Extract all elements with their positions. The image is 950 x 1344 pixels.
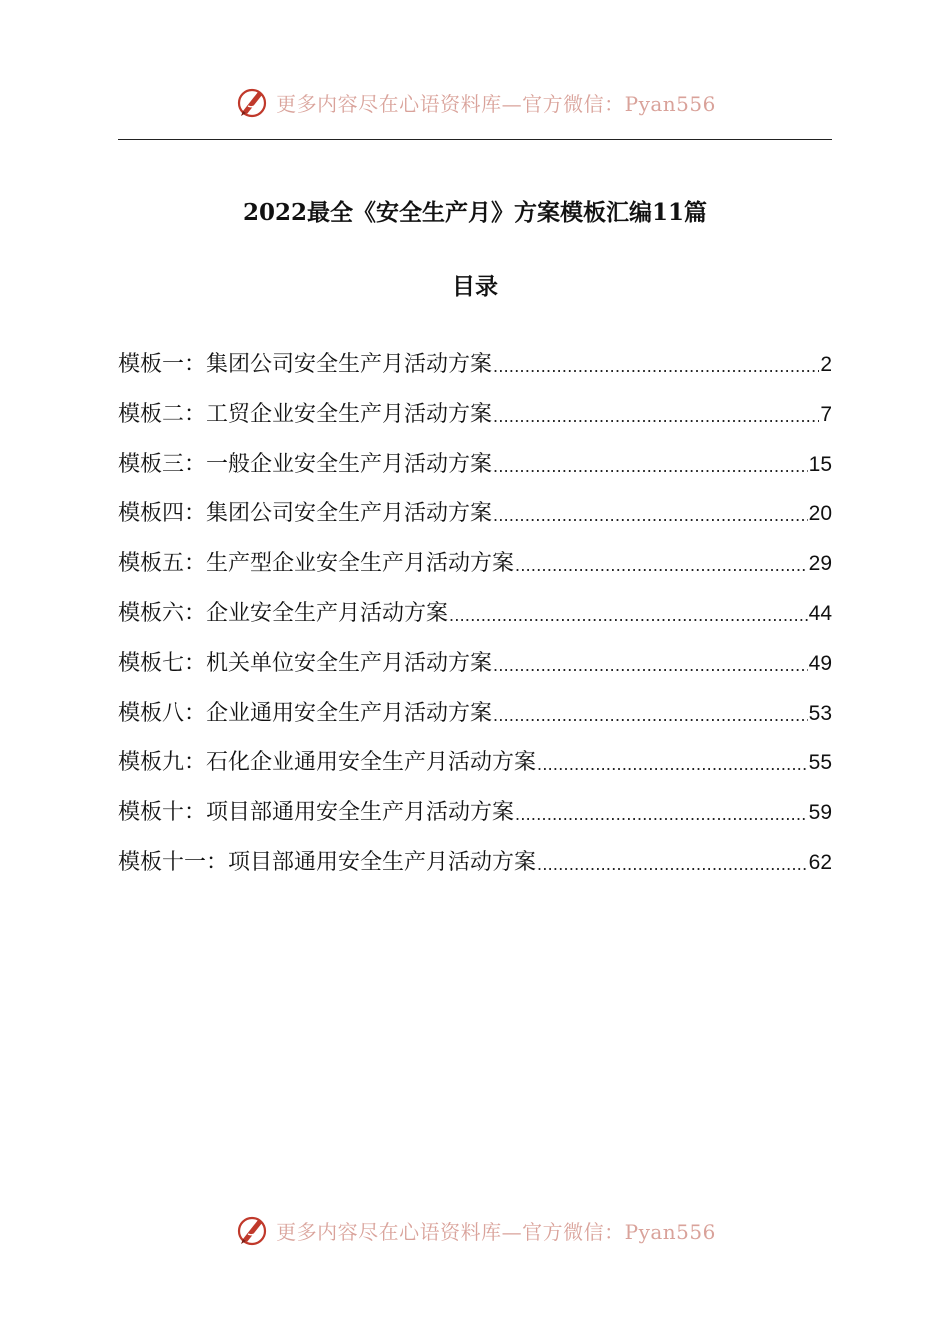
- toc-entry[interactable]: [118, 738, 832, 788]
- toc-leader-dots: [493, 342, 819, 392]
- toc-entry-label: 模板十一：项目部通用安全生产月活动方案: [118, 849, 537, 875]
- header-watermark: [0, 84, 950, 120]
- toc-entry-label: 模板四：集团公司安全生产月活动方案: [118, 501, 493, 527]
- toc-leader-dots: [449, 591, 808, 641]
- toc-entry[interactable]: [118, 639, 832, 689]
- toc-leader-dots: [493, 641, 808, 691]
- pen-circle-logo-icon: [234, 84, 270, 120]
- table-of-contents: [118, 340, 832, 888]
- pen-circle-logo-icon: [234, 1212, 270, 1248]
- toc-entry-page: 44: [808, 601, 832, 625]
- toc-leader-dots: [515, 541, 808, 591]
- toc-entry[interactable]: [118, 539, 832, 589]
- toc-leader-dots: [493, 691, 808, 741]
- toc-entry[interactable]: [118, 838, 832, 888]
- toc-entry-label: 模板一：集团公司安全生产月活动方案: [118, 352, 493, 377]
- toc-entry-label: 模板三：一般企业安全生产月活动方案: [118, 451, 493, 477]
- toc-entry[interactable]: [118, 390, 832, 440]
- watermark-text: 更多内容尽在心语资料库—官方微信：Pyan556: [276, 1219, 716, 1244]
- header-divider: [118, 139, 832, 140]
- toc-entry-page: 59: [808, 801, 832, 825]
- toc-entry[interactable]: [118, 440, 832, 490]
- toc-leader-dots: [493, 392, 819, 442]
- toc-entry-page: 20: [808, 502, 832, 526]
- toc-leader-dots: [537, 740, 808, 790]
- toc-entry-page: 7: [820, 402, 832, 426]
- toc-entry-label: 模板十：项目部通用安全生产月活动方案: [118, 800, 515, 826]
- toc-entry-page: 15: [808, 452, 832, 476]
- toc-entry-label: 模板八：企业通用安全生产月活动方案: [118, 700, 493, 726]
- toc-entry[interactable]: [118, 689, 832, 739]
- watermark-text: 更多内容尽在心语资料库—官方微信：Pyan556: [276, 91, 716, 116]
- toc-entry-page: 55: [808, 751, 832, 775]
- toc-entry[interactable]: [118, 340, 832, 390]
- toc-heading: 目录: [452, 273, 498, 300]
- toc-entry-page: 49: [808, 651, 832, 675]
- toc-entry[interactable]: [118, 589, 832, 639]
- toc-entry-label: 模板二：工贸企业安全生产月活动方案: [118, 401, 493, 427]
- toc-leader-dots: [493, 442, 808, 492]
- toc-leader-dots: [515, 790, 808, 840]
- document-title: 2022最全《安全生产月》方案模板汇编11篇: [242, 199, 708, 226]
- toc-entry-page: 62: [808, 850, 832, 874]
- toc-entry-label: 模板五：生产型企业安全生产月活动方案: [118, 551, 515, 577]
- toc-entry-page: 53: [808, 701, 832, 725]
- toc-entry-label: 模板九：石化企业通用安全生产月活动方案: [118, 750, 537, 776]
- toc-entry[interactable]: [118, 788, 832, 838]
- toc-leader-dots: [537, 840, 808, 890]
- footer-watermark: [0, 1212, 950, 1248]
- toc-entry-label: 模板七：机关单位安全生产月活动方案: [118, 650, 493, 676]
- toc-entry-page: 2: [820, 353, 832, 376]
- toc-entry-page: 29: [808, 552, 832, 576]
- toc-entry[interactable]: [118, 489, 832, 539]
- toc-entry-label: 模板六：企业安全生产月活动方案: [118, 600, 449, 626]
- toc-leader-dots: [493, 491, 808, 541]
